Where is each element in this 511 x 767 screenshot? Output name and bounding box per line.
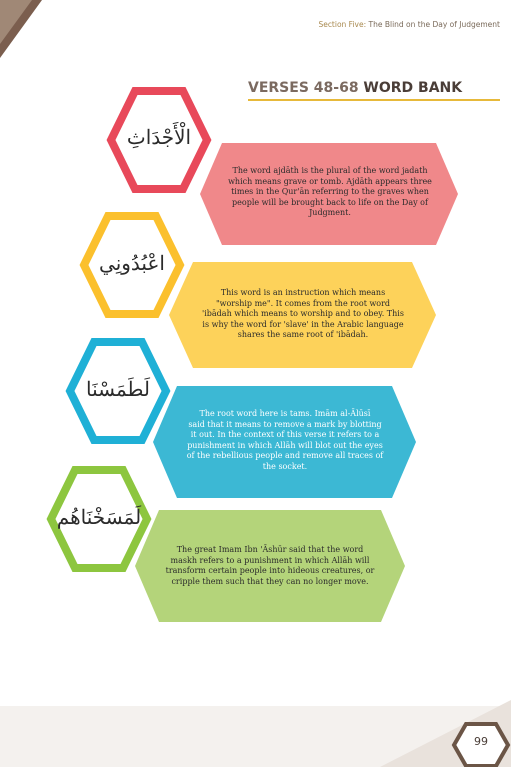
- title-underline: [248, 99, 500, 101]
- description-latamasna: [165, 409, 405, 472]
- description-line: of the rebellious people and remove all traces of: [186, 451, 384, 460]
- description-line: people will be brought back to life on the Day of: [232, 197, 428, 207]
- description-line: shares the same root of 'ibādah.: [237, 330, 369, 339]
- description-line: is why the word for 'slave' in the Arabic language: [202, 319, 404, 329]
- title-word-bank: WORD BANK: [358, 80, 463, 96]
- description-line: times in the Qur'ān referring to the graves when: [231, 187, 429, 196]
- description-line: the socket.: [262, 461, 308, 471]
- description-line: This word is an instruction which means: [220, 288, 386, 297]
- description-line: 'ibādah which means to worship and to obey. This: [202, 309, 404, 318]
- arabic-word-ajdath: الْأَجْدَاثِ: [126, 125, 192, 149]
- description-line: The root word here is tams. Imām al-Ālūsī: [199, 409, 371, 418]
- description-line: which means grave or tomb. Ajdāth appears three: [228, 176, 432, 186]
- description-ubuduni: [180, 288, 426, 341]
- description-line: Judgment.: [309, 208, 351, 217]
- description-line: maskh refers to a punishment in which Allāh will: [170, 555, 370, 565]
- description-line: The great Imam Ibn 'Āshūr said that the word: [176, 545, 364, 554]
- description-line: punishment in which Allāh will blot out the eyes: [187, 440, 383, 450]
- description-line: "worship me". It comes from the root word: [215, 298, 391, 308]
- running-header: [300, 20, 500, 29]
- description-line: transform certain people into hideous creatures, or: [165, 566, 375, 575]
- arabic-word-latamasna: لَطَمَسْنَا: [85, 377, 151, 401]
- description-line: said that it means to remove a mark by blotting: [188, 419, 382, 429]
- arabic-word-ubuduni: اعْبُدُونِي: [99, 251, 165, 275]
- section-label: Section Five:: [318, 20, 367, 29]
- description-line: it out. In the context of this verse it refers to a: [190, 430, 380, 439]
- description-line: The word ajdāth is the plural of the word jadath: [232, 166, 428, 175]
- description-ajdath: [212, 166, 448, 219]
- page-number: 99: [474, 735, 488, 748]
- section-title: The Blind on the Day of Judgement: [366, 20, 500, 29]
- page-title: [248, 80, 462, 96]
- arabic-word-lamasakhnahum: لَمَسَخْنَاهُم: [56, 505, 142, 529]
- title-verses: VERSES 48-68: [248, 80, 359, 96]
- description-lamasakhnahum: [146, 545, 394, 587]
- description-line: cripple them such that they can no longer move.: [171, 576, 369, 586]
